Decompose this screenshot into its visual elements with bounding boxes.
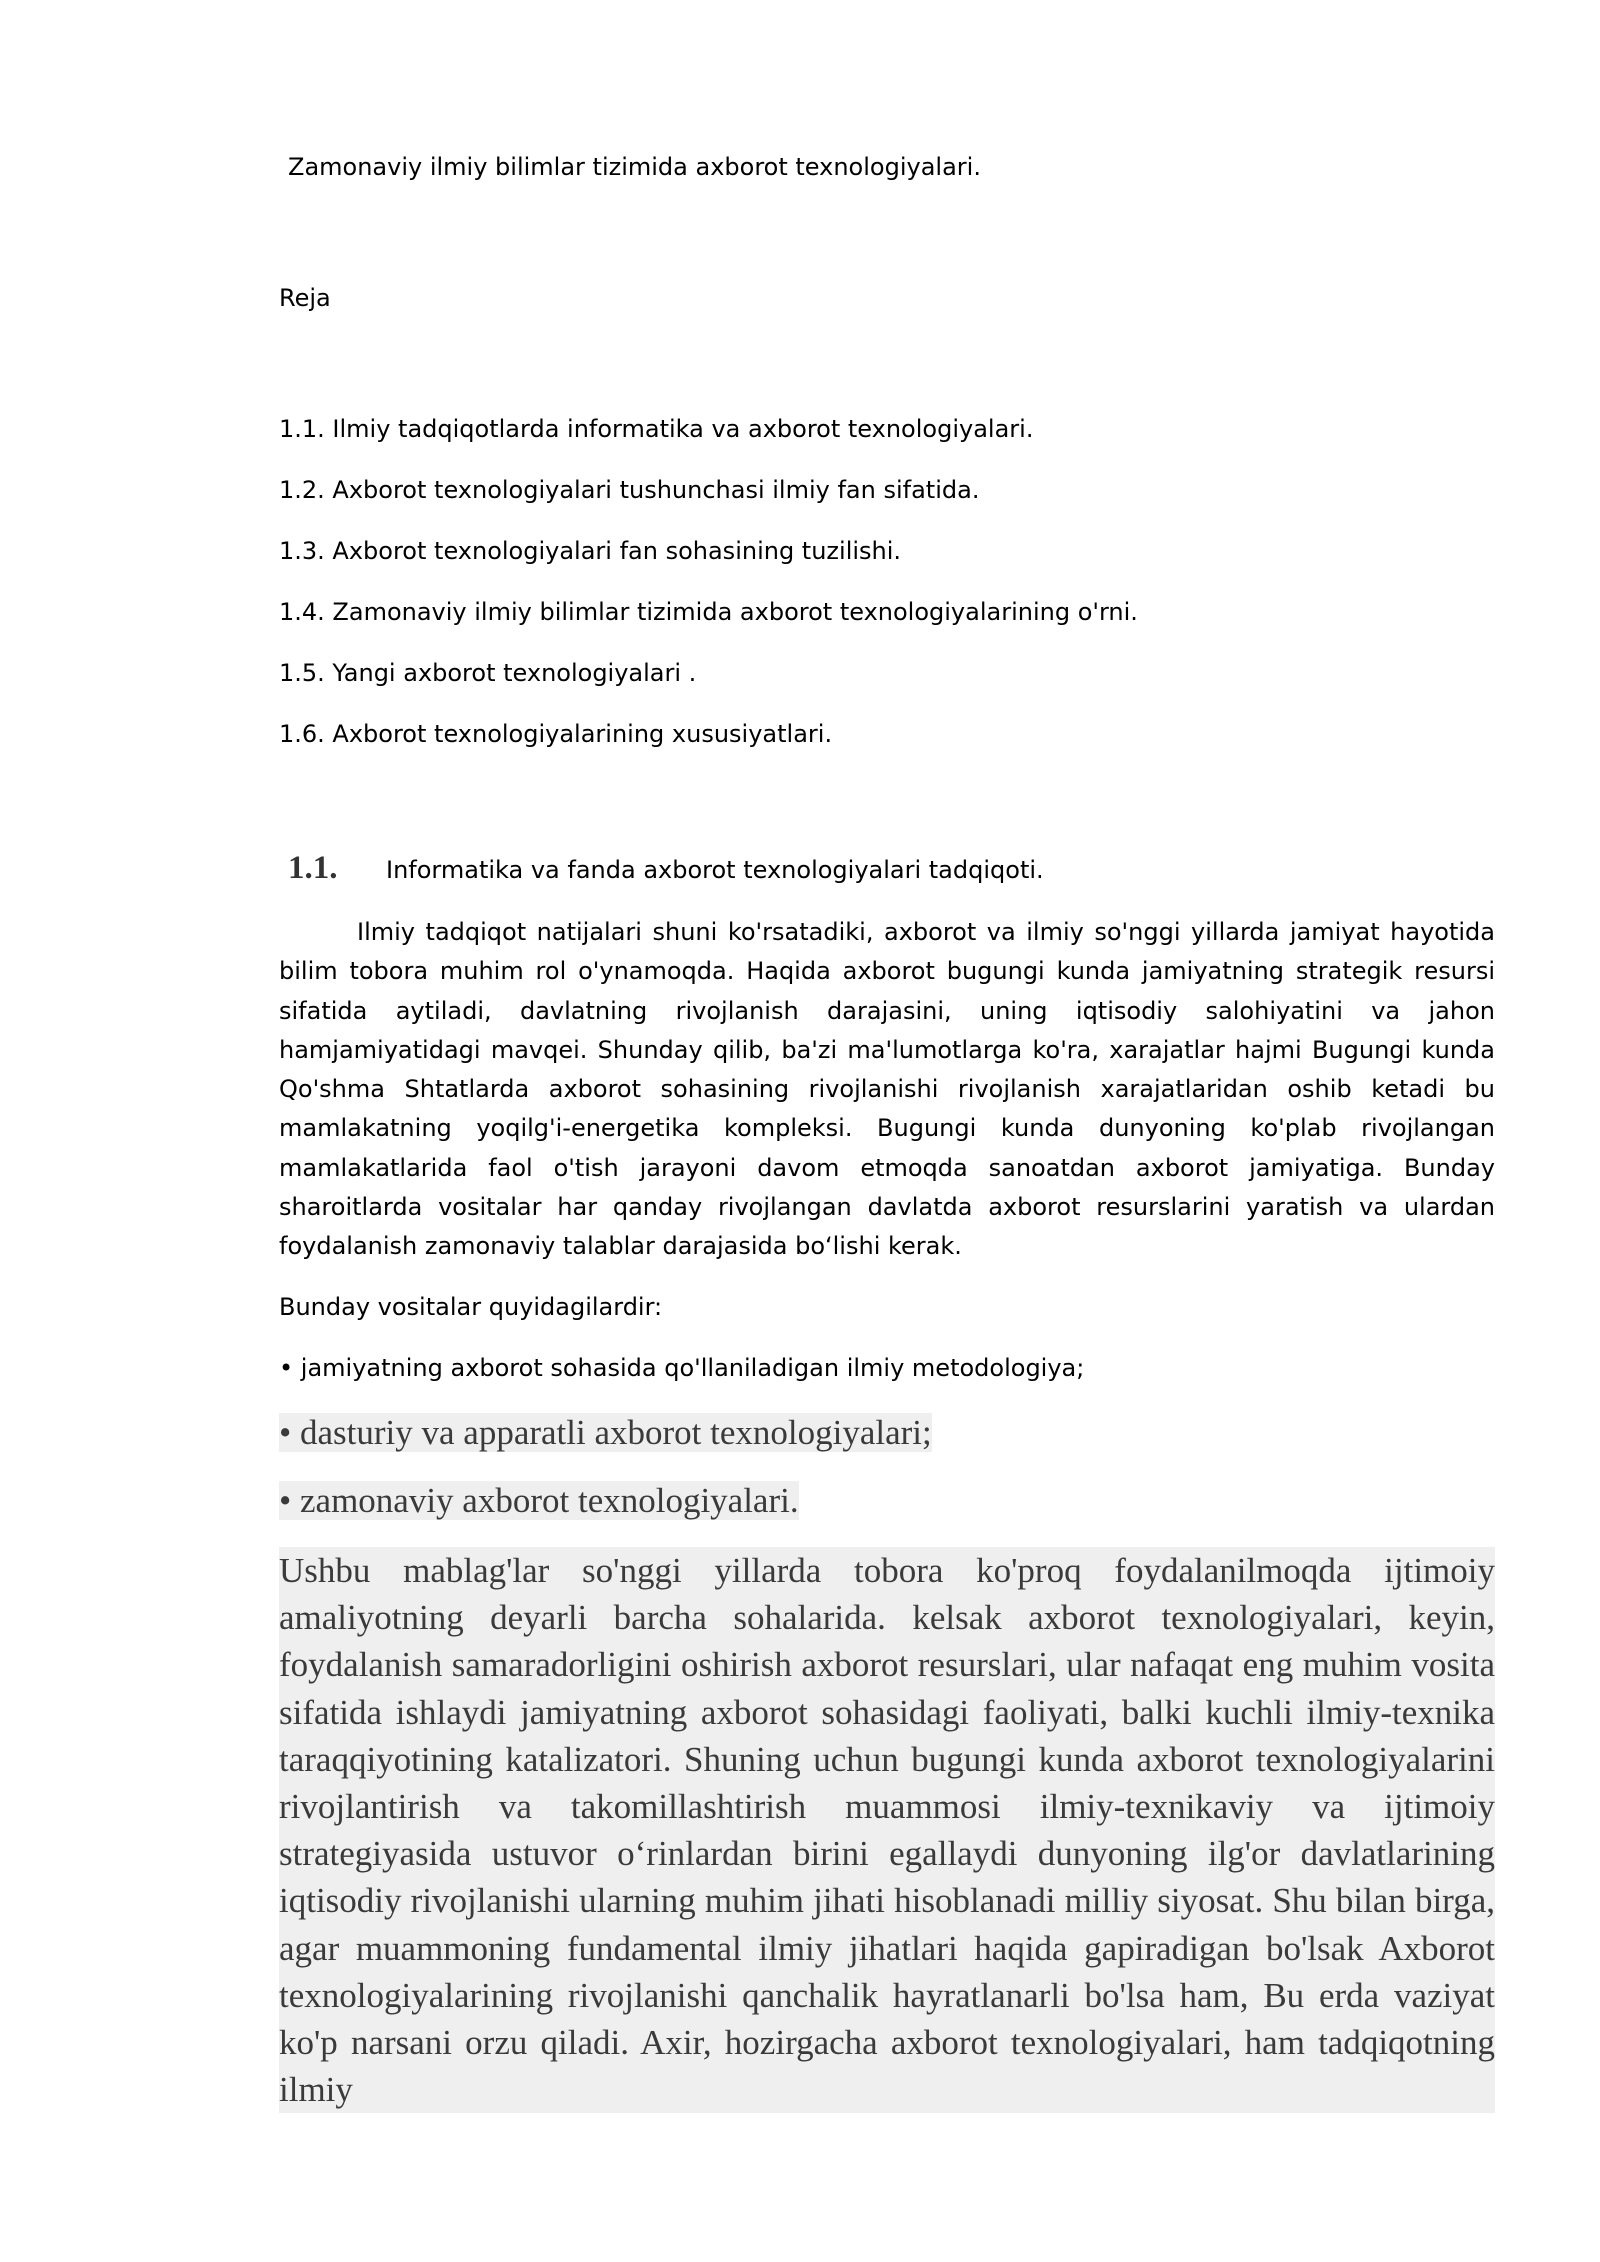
plan-heading: Reja: [279, 284, 331, 312]
toc-item: 1.4. Zamonaviy ilmiy bilimlar tizimida axborot texnologiyalarining o'rni.: [279, 598, 1138, 626]
bullet-item: • jamiyatning axborot sohasida qo'llaniladigan ilmiy metodologiya;: [279, 1354, 1085, 1382]
bullet-item: [279, 1410, 932, 1456]
table-of-contents: [279, 412, 1138, 778]
section-heading: [288, 850, 1044, 887]
toc-item: 1.2. Axborot texnologiyalari tushunchasi ilmiy fan sifatida.: [279, 476, 980, 504]
section-title: Informatika va fanda axborot texnologiyalari tadqiqoti.: [386, 856, 1044, 884]
bullet-item-text: • dasturiy va apparatli axborot texnologiyalari;: [279, 1413, 932, 1452]
toc-item: 1.3. Axborot texnologiyalari fan sohasining tuzilishi.: [279, 537, 902, 565]
tools-intro: Bunday vositalar quyidagilardir:: [279, 1293, 663, 1321]
bullet-item: [279, 1478, 799, 1524]
bullet-item-text: • zamonaviy axborot texnologiyalari.: [279, 1481, 799, 1520]
toc-item: 1.5. Yangi axborot texnologiyalari .: [279, 659, 697, 687]
toc-item: 1.1. Ilmiy tadqiqotlarda informatika va axborot texnologiyalari.: [279, 415, 1034, 443]
section-number: 1.1.: [288, 850, 338, 886]
toc-item: 1.6. Axborot texnologiyalarining xususiyatlari.: [279, 720, 833, 748]
body-paragraph-highlighted: Ushbu mablag'lar so'nggi yillarda tobora ko'proq foydalanilmoqda ijtimoiy amaliyotning deyarli barcha sohalarida. kelsak axborot texnologiyalari, keyin, foydalanish samaradorligini oshirish axborot resurslari, ular nafaqat eng muhim vosita sifatida ishlaydi jamiyatning axborot sohasidagi faoliyati, balki kuchli ilmiy-texnika taraqqiyotining katalizatori. Shuning uchun bugungi kunda axborot texnologiyalarini rivojlantirish va takomillashtirish muammosi ilmiy-texnikaviy va ijtimoiy strategiyasida ustuvor o‘rinlardan birini egallaydi dunyoning ilg'or davlatlarining iqtisodiy rivojlanishi ularning muhim jihati hisoblanadi milliy siyosat. Shu bilan birga, agar muammoning fundamental ilmiy jihatlari haqida gapiradigan bo'lsak Axborot texnologiyalarining rivojlanishi qanchalik hayratlanarli bo'lsa ham, Bu erda vaziyat ko'p narsani orzu qiladi. Axir, hozirgacha axborot texnologiyalari, ham tadqiqotning ilmiy: [279, 1547, 1495, 2113]
document-title: Zamonaviy ilmiy bilimlar tizimida axborot texnologiyalari.: [288, 153, 981, 181]
body-paragraph: Ilmiy tadqiqot natijalari shuni ko'rsatadiki, axborot va ilmiy so'nggi yillarda jamiyat hayotida bilim tobora muhim rol o'ynamoqda. Haqida axborot bugungi kunda jamiyatning strategik resursi sifatida aytiladi, davlatning rivojlanish darajasini, uning iqtisodiy salohiyatini va jahon hamjamiyatidagi mavqei. Shunday qilib, ba'zi ma'lumotlarga ko'ra, xarajatlar hajmi Bugungi kunda Qo'shma Shtatlarda axborot sohasining rivojlanishi rivojlanish xarajatlaridan oshib ketadi bu mamlakatning yoqilg'i-energetika kompleksi. Bugungi kunda dunyoning ko'plab rivojlangan mamlakatlarida faol o'tish jarayoni davom etmoqda sanoatdan axborot jamiyatiga. Bunday sharoitlarda vositalar har qanday rivojlangan davlatda axborot resurslarini yaratish va ulardan foydalanish zamonaviy talablar darajasida bo‘lishi kerak.: [279, 918, 1495, 1261]
